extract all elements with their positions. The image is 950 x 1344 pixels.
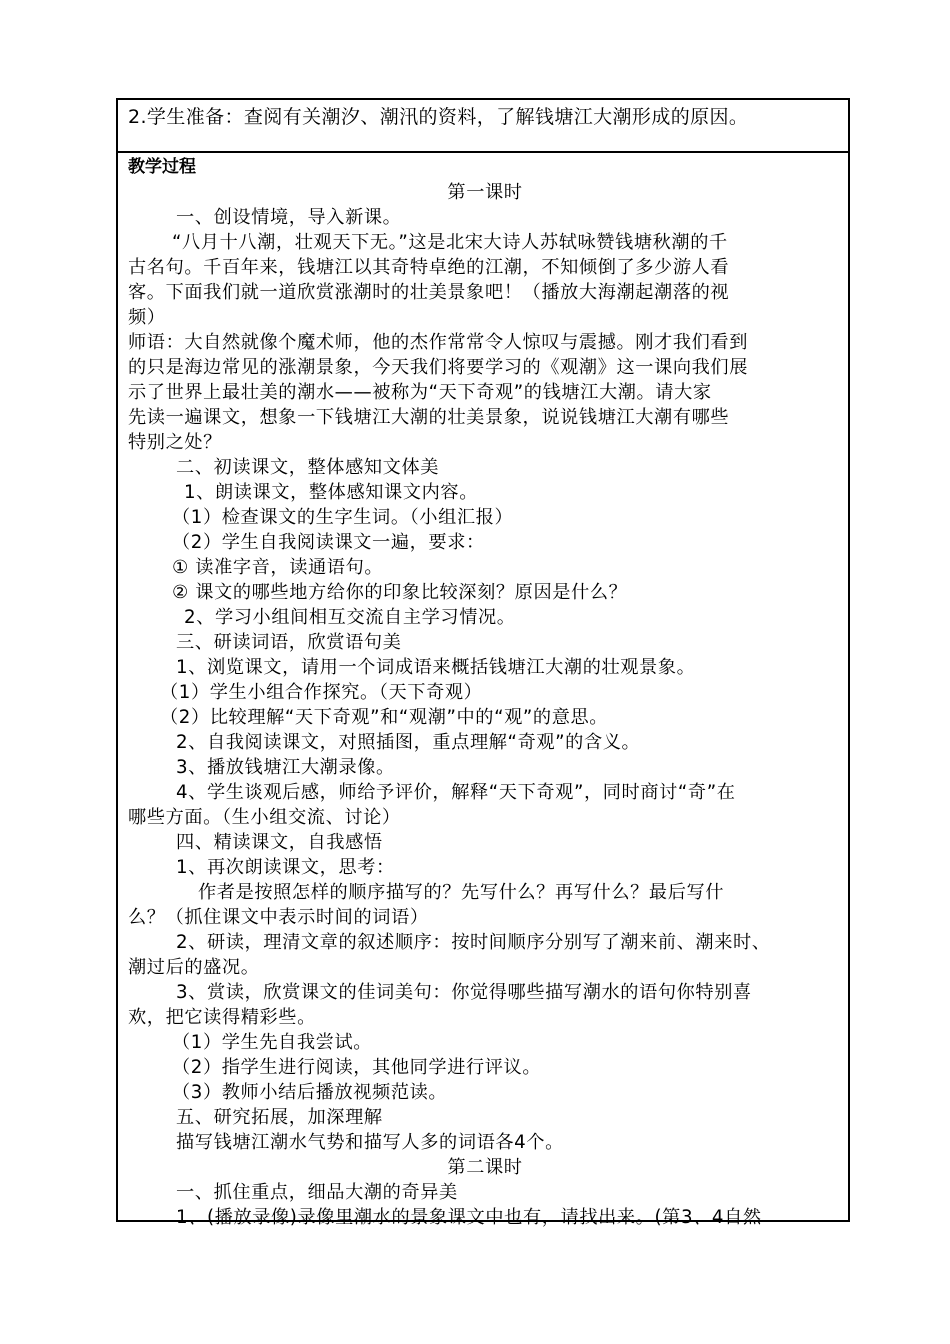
text-line: 2、学习小组间相互交流自主学习情况。 xyxy=(184,607,516,628)
text-line: 潮过后的盛况。 xyxy=(128,957,260,978)
text-line: 欢，把它读得精彩些。 xyxy=(128,1007,316,1028)
text-line: 示了世界上最壮美的潮水——被称为“天下奇观”的钱塘江大潮。请大家 xyxy=(128,382,712,403)
lesson-1-title: 第一课时 xyxy=(447,182,523,203)
text-line: 1、浏览课文，请用一个词成语来概括钱塘江大潮的壮观景象。 xyxy=(176,657,696,678)
text-line: （2）比较理解“天下奇观”和“观潮”中的“观”的意思。 xyxy=(160,707,609,728)
text-line: 作者是按照怎样的顺序描写的？先写什么？再写什么？最后写什 xyxy=(198,882,725,903)
text-line: 2、研读，理清文章的叙述顺序：按时间顺序分别写了潮来前、潮来时、 xyxy=(176,932,771,953)
text-line: ① 读准字音，读通语句。 xyxy=(172,557,384,578)
text-line: （1）检查课文的生字生词。（小组汇报） xyxy=(172,507,514,528)
text-line: 一、创设情境，导入新课。 xyxy=(176,207,402,228)
text-line: 三、研读词语，欣赏语句美 xyxy=(176,632,402,653)
text-line: （2）指学生进行阅读，其他同学进行评议。 xyxy=(172,1057,542,1078)
student-preparation-row xyxy=(118,100,848,153)
student-preparation-text: 2.学生准备：查阅有关潮汐、潮汛的资料，了解钱塘江大潮形成的原因。 xyxy=(128,106,749,128)
text-line: （1）学生先自我尝试。 xyxy=(172,1032,373,1053)
text-line: 1、再次朗读课文，思考： xyxy=(176,857,395,878)
text-line: 3、赏读，欣赏课文的佳词美句：你觉得哪些描写潮水的语句你特别喜 xyxy=(176,982,752,1003)
text-line: 先读一遍课文，想象一下钱塘江大潮的壮美景象，说说钱塘江大潮有哪些 xyxy=(128,407,730,428)
text-line: 4、学生谈观后感，师给予评价，解释“天下奇观”，同时商讨“奇”在 xyxy=(176,782,736,803)
teaching-process-content xyxy=(128,153,842,1230)
text-line: （3）教师小结后播放视频范读。 xyxy=(172,1082,448,1103)
text-line: 频） xyxy=(128,307,166,328)
text-line: 2、自我阅读课文，对照插图，重点理解“奇观”的含义。 xyxy=(176,732,641,753)
text-line: 么？（抓住课文中表示时间的词语） xyxy=(128,907,429,928)
text-line: 3、播放钱塘江大潮录像。 xyxy=(176,757,395,778)
text-line: 1、朗读课文，整体感知课文内容。 xyxy=(184,482,478,503)
text-line: 的只是海边常见的涨潮景象，今天我们将要学习的《观潮》这一课向我们展 xyxy=(128,357,748,378)
text-line: ② 课文的哪些地方给你的印象比较深刻？原因是什么？ xyxy=(172,582,628,603)
text-line: 描写钱塘江潮水气势和描写人多的词语各4个。 xyxy=(176,1132,564,1153)
text-line: 一、抓住重点，细品大潮的奇异美 xyxy=(176,1182,458,1203)
text-line: 五、研究拓展，加深理解 xyxy=(176,1107,383,1128)
text-line: 客。下面我们就一道欣赏涨潮时的壮美景象吧！（播放大海潮起潮落的视 xyxy=(128,282,730,303)
teaching-process-row xyxy=(118,153,848,1228)
lesson-plan-table xyxy=(116,98,850,1228)
lesson-2-title: 第二课时 xyxy=(447,1157,523,1178)
text-line: （2）学生自我阅读课文一遍，要求： xyxy=(172,532,485,553)
text-line: 古名句。千百年来，钱塘江以其奇特卓绝的江潮，不知倾倒了多少游人看 xyxy=(128,257,730,278)
text-line: 师语：大自然就像个魔术师，他的杰作常常令人惊叹与震撼。刚才我们看到 xyxy=(128,332,748,353)
text-line: 1、(播放录像)录像里潮水的景象课文中也有，请找出来。(第3、4自然 xyxy=(176,1207,762,1228)
text-line: “八月十八潮，壮观天下无。”这是北宋大诗人苏轼咏赞钱塘秋潮的千 xyxy=(172,232,728,253)
text-line: 特别之处？ xyxy=(128,432,222,453)
text-line: 二、初读课文，整体感知文体美 xyxy=(176,457,440,478)
text-line: 四、精读课文，自我感悟 xyxy=(176,832,383,853)
text-line: （1）学生小组合作探究。（天下奇观） xyxy=(160,682,483,703)
section-title: 教学过程 xyxy=(128,157,196,177)
text-line: 哪些方面。（生小组交流、讨论） xyxy=(128,807,401,828)
